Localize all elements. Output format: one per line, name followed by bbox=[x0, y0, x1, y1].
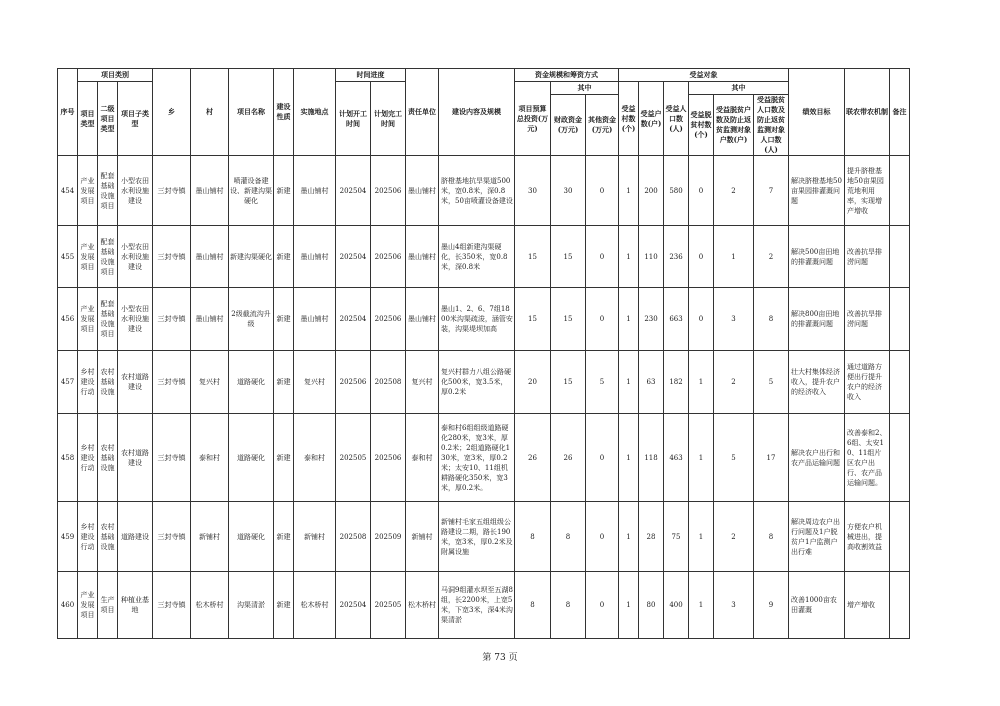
cell-people: 236 bbox=[664, 226, 689, 288]
cell-content: 马洞9组灌水坝至五湖8组，长2200米，上宽5米，下宽3米，深4米沟渠清淤 bbox=[439, 572, 515, 639]
header-ben-poor-households: 受益脱贫户数及防止返贫监测对象户数(户) bbox=[714, 95, 754, 156]
cell-location: 泰和村 bbox=[294, 414, 336, 502]
cell-total: 8 bbox=[515, 572, 551, 639]
cell-other: 0 bbox=[586, 502, 619, 572]
table-row bbox=[58, 226, 910, 288]
cell-goal: 解决农户出行和农产品运输问题 bbox=[789, 414, 845, 502]
cell-nature: 新建 bbox=[274, 502, 294, 572]
cell-poor-households: 3 bbox=[714, 572, 754, 639]
cell-other: 0 bbox=[586, 414, 619, 502]
cell-type2: 农村基础设施 bbox=[98, 502, 118, 572]
cell-mechanism: 改善泰和2、6组、太安10、11组片区农户出行、农产品运输问题。 bbox=[845, 414, 890, 502]
cell-unit: 墨山铺村 bbox=[406, 288, 439, 351]
cell-seq: 458 bbox=[58, 414, 78, 502]
cell-start: 202504 bbox=[336, 226, 371, 288]
cell-goal: 解决500亩田地的排灌溉问题 bbox=[789, 226, 845, 288]
cell-villages: 1 bbox=[619, 502, 639, 572]
header-ben-poor-people: 受益脱贫人口数及防止返贫监测对象人口数(人) bbox=[754, 95, 789, 156]
cell-township: 三封寺镇 bbox=[153, 226, 191, 288]
cell-location: 松木桥村 bbox=[294, 572, 336, 639]
cell-mechanism: 提升脐橙基地50亩果园荒地利用率，实现增产增收 bbox=[845, 156, 890, 226]
cell-township: 三封寺镇 bbox=[153, 414, 191, 502]
cell-poor-people: 5 bbox=[754, 351, 789, 414]
cell-fiscal: 8 bbox=[551, 502, 586, 572]
cell-unit: 复兴村 bbox=[406, 351, 439, 414]
header-ben-villages: 受益村数(个) bbox=[619, 82, 639, 156]
cell-nature: 新建 bbox=[274, 351, 294, 414]
cell-poor-villages: 0 bbox=[689, 288, 714, 351]
cell-people: 75 bbox=[664, 502, 689, 572]
cell-start: 202504 bbox=[336, 288, 371, 351]
header-mechanism: 联农带农机制 bbox=[845, 69, 890, 156]
cell-villages: 1 bbox=[619, 414, 639, 502]
cell-people: 663 bbox=[664, 288, 689, 351]
cell-total: 26 bbox=[515, 414, 551, 502]
cell-poor-households: 2 bbox=[714, 156, 754, 226]
cell-content: 复兴村群力八组公路硬化500米，宽3.5米，厚0.2米 bbox=[439, 351, 515, 414]
cell-goal: 解决脐橙基地50亩果园排灌溉问题 bbox=[789, 156, 845, 226]
cell-poor-villages: 1 bbox=[689, 414, 714, 502]
cell-mechanism: 通过道路方便出行提升农户的经济收入 bbox=[845, 351, 890, 414]
cell-type: 乡村建设行动 bbox=[78, 502, 98, 572]
cell-type2: 生产项目 bbox=[98, 572, 118, 639]
cell-nature: 新建 bbox=[274, 226, 294, 288]
cell-type: 产业发展项目 bbox=[78, 226, 98, 288]
table-body bbox=[58, 156, 910, 639]
table-row bbox=[58, 414, 910, 502]
cell-villages: 1 bbox=[619, 351, 639, 414]
cell-unit: 墨山铺村 bbox=[406, 226, 439, 288]
cell-subtype: 种植业基地 bbox=[118, 572, 153, 639]
cell-end: 202506 bbox=[371, 156, 406, 226]
header-end: 计划完工时间 bbox=[371, 82, 406, 156]
table-row bbox=[58, 351, 910, 414]
cell-nature: 新建 bbox=[274, 288, 294, 351]
header-fiscal: 财政资金(万元) bbox=[551, 95, 586, 156]
cell-seq: 457 bbox=[58, 351, 78, 414]
cell-poor-households: 2 bbox=[714, 351, 754, 414]
cell-fiscal: 30 bbox=[551, 156, 586, 226]
cell-households: 63 bbox=[639, 351, 664, 414]
cell-goal: 解决800亩田地的排灌溉问题 bbox=[789, 288, 845, 351]
cell-start: 202504 bbox=[336, 572, 371, 639]
cell-remark bbox=[890, 502, 910, 572]
cell-location: 墨山铺村 bbox=[294, 288, 336, 351]
cell-township: 三封寺镇 bbox=[153, 156, 191, 226]
cell-location: 复兴村 bbox=[294, 351, 336, 414]
cell-nature: 新建 bbox=[274, 156, 294, 226]
header-sub-type: 项目子类型 bbox=[118, 82, 153, 156]
cell-end: 202509 bbox=[371, 502, 406, 572]
header-schedule: 时间进度 bbox=[336, 69, 406, 82]
cell-households: 110 bbox=[639, 226, 664, 288]
cell-end: 202505 bbox=[371, 572, 406, 639]
cell-nature: 新建 bbox=[274, 572, 294, 639]
cell-content: 新铺村毛家五组组级公路建设二期，路长190米，宽3米，厚0.2米及附属设施 bbox=[439, 502, 515, 572]
cell-content: 泰和村6组组级道路硬化280米，宽3米，厚0.2米；2组道路硬化130米，宽3米，厚0.2米；太安10、11组机耕路硬化350米，宽3米，厚0.2米。 bbox=[439, 414, 515, 502]
cell-village: 泰和村 bbox=[191, 414, 229, 502]
header-start: 计划开工时间 bbox=[336, 82, 371, 156]
cell-remark bbox=[890, 414, 910, 502]
cell-location: 新铺村 bbox=[294, 502, 336, 572]
cell-content: 墨山4组新建沟渠硬化，长350米，宽0.8米，深0.8米 bbox=[439, 226, 515, 288]
header-seq: 序号 bbox=[58, 69, 78, 156]
cell-unit: 新铺村 bbox=[406, 502, 439, 572]
cell-mechanism: 改善抗旱排涝问题 bbox=[845, 288, 890, 351]
cell-subtype: 小型农田水利设施建设 bbox=[118, 156, 153, 226]
cell-fiscal: 8 bbox=[551, 572, 586, 639]
cell-type2: 农村基础设施 bbox=[98, 414, 118, 502]
cell-end: 202506 bbox=[371, 288, 406, 351]
cell-goal: 解决周边农户出行问题及1户脱贫户1户监测户出行难 bbox=[789, 502, 845, 572]
cell-households: 118 bbox=[639, 414, 664, 502]
cell-poor-households: 5 bbox=[714, 414, 754, 502]
cell-village: 墨山铺村 bbox=[191, 156, 229, 226]
cell-subtype: 小型农田水利设施建设 bbox=[118, 288, 153, 351]
header-unit: 责任单位 bbox=[406, 69, 439, 156]
cell-village: 松木桥村 bbox=[191, 572, 229, 639]
cell-poor-villages: 1 bbox=[689, 572, 714, 639]
cell-nature: 新建 bbox=[274, 414, 294, 502]
cell-fiscal: 15 bbox=[551, 288, 586, 351]
cell-name: 道路硬化 bbox=[229, 414, 274, 502]
cell-village: 复兴村 bbox=[191, 351, 229, 414]
header-location: 实施地点 bbox=[294, 69, 336, 156]
cell-content: 脐橙基地抗旱渠道500米，宽0.8米，深0.8米，50亩喷灌设备建设 bbox=[439, 156, 515, 226]
cell-total: 15 bbox=[515, 288, 551, 351]
table-row bbox=[58, 502, 910, 572]
header-other: 其他资金(万元) bbox=[586, 95, 619, 156]
header-nature: 建设性质 bbox=[274, 69, 294, 156]
table-row bbox=[58, 156, 910, 226]
cell-other: 0 bbox=[586, 288, 619, 351]
header-ben-households: 受益户数(户) bbox=[639, 82, 664, 156]
cell-poor-people: 7 bbox=[754, 156, 789, 226]
cell-poor-people: 17 bbox=[754, 414, 789, 502]
cell-remark bbox=[890, 156, 910, 226]
cell-people: 400 bbox=[664, 572, 689, 639]
cell-subtype: 农村道路建设 bbox=[118, 414, 153, 502]
cell-type2: 农村基础设施 bbox=[98, 351, 118, 414]
header-village: 村 bbox=[191, 69, 229, 156]
cell-poor-villages: 1 bbox=[689, 351, 714, 414]
cell-mechanism: 改善抗旱排涝问题 bbox=[845, 226, 890, 288]
cell-other: 0 bbox=[586, 226, 619, 288]
cell-township: 三封寺镇 bbox=[153, 288, 191, 351]
cell-township: 三封寺镇 bbox=[153, 572, 191, 639]
cell-seq: 460 bbox=[58, 572, 78, 639]
cell-poor-households: 1 bbox=[714, 226, 754, 288]
cell-seq: 454 bbox=[58, 156, 78, 226]
cell-remark bbox=[890, 351, 910, 414]
cell-start: 202506 bbox=[336, 351, 371, 414]
cell-village: 墨山铺村 bbox=[191, 226, 229, 288]
header-remark: 备注 bbox=[890, 69, 910, 156]
cell-poor-people: 9 bbox=[754, 572, 789, 639]
cell-location: 墨山铺村 bbox=[294, 156, 336, 226]
cell-poor-households: 3 bbox=[714, 288, 754, 351]
cell-villages: 1 bbox=[619, 572, 639, 639]
cell-poor-villages: 1 bbox=[689, 502, 714, 572]
cell-type: 产业发展项目 bbox=[78, 572, 98, 639]
cell-type: 乡村建设行动 bbox=[78, 414, 98, 502]
cell-name: 喷灌设备建设、新建沟渠硬化 bbox=[229, 156, 274, 226]
header-beneficiary: 受益对象 bbox=[619, 69, 789, 82]
cell-unit: 泰和村 bbox=[406, 414, 439, 502]
cell-location: 墨山铺村 bbox=[294, 226, 336, 288]
table-row bbox=[58, 288, 910, 351]
cell-start: 202505 bbox=[336, 414, 371, 502]
header-total: 项目预算总投资(万元) bbox=[515, 82, 551, 156]
cell-poor-people: 8 bbox=[754, 288, 789, 351]
cell-type2: 配套基础设施项目 bbox=[98, 156, 118, 226]
header-content: 建设内容及规模 bbox=[439, 69, 515, 156]
cell-villages: 1 bbox=[619, 288, 639, 351]
cell-subtype: 农村道路建设 bbox=[118, 351, 153, 414]
cell-type: 产业发展项目 bbox=[78, 156, 98, 226]
cell-unit: 松木桥村 bbox=[406, 572, 439, 639]
cell-total: 15 bbox=[515, 226, 551, 288]
cell-unit: 墨山铺村 bbox=[406, 156, 439, 226]
project-table bbox=[57, 68, 910, 639]
cell-name: 道路硬化 bbox=[229, 351, 274, 414]
cell-fiscal: 15 bbox=[551, 226, 586, 288]
cell-poor-villages: 0 bbox=[689, 226, 714, 288]
cell-type2: 配套基础设施项目 bbox=[98, 226, 118, 288]
cell-village: 墨山铺村 bbox=[191, 288, 229, 351]
header-project-type: 项目类型 bbox=[78, 82, 98, 156]
cell-type2: 配套基础设施项目 bbox=[98, 288, 118, 351]
cell-content: 墨山1、2、6、7组1800米沟渠疏浚，涵管安装，沟渠堤坝加高 bbox=[439, 288, 515, 351]
cell-poor-people: 8 bbox=[754, 502, 789, 572]
cell-end: 202508 bbox=[371, 351, 406, 414]
header-funding: 资金规模和筹资方式 bbox=[515, 69, 619, 82]
cell-fiscal: 26 bbox=[551, 414, 586, 502]
page-number: 第 73 页 bbox=[482, 653, 518, 663]
cell-end: 202506 bbox=[371, 226, 406, 288]
cell-type: 产业发展项目 bbox=[78, 288, 98, 351]
cell-other: 0 bbox=[586, 572, 619, 639]
cell-name: 2级截流沟升级 bbox=[229, 288, 274, 351]
cell-seq: 459 bbox=[58, 502, 78, 572]
cell-mechanism: 方便农户机械进出，提高收割效益 bbox=[845, 502, 890, 572]
cell-fiscal: 15 bbox=[551, 351, 586, 414]
cell-name: 道路硬化 bbox=[229, 502, 274, 572]
cell-households: 230 bbox=[639, 288, 664, 351]
header-ben-of-which: 其中 bbox=[689, 82, 789, 95]
cell-village: 新铺村 bbox=[191, 502, 229, 572]
cell-remark bbox=[890, 288, 910, 351]
cell-villages: 1 bbox=[619, 156, 639, 226]
cell-goal: 壮大村集体经济收入，提升农户的经济收入 bbox=[789, 351, 845, 414]
header-ben-poor-villages: 受益脱贫村数(个) bbox=[689, 95, 714, 156]
cell-seq: 455 bbox=[58, 226, 78, 288]
cell-other: 5 bbox=[586, 351, 619, 414]
cell-subtype: 小型农田水利设施建设 bbox=[118, 226, 153, 288]
header-project-name: 项目名称 bbox=[229, 69, 274, 156]
cell-end: 202506 bbox=[371, 414, 406, 502]
header-secondary-type: 二级项目类型 bbox=[98, 82, 118, 156]
cell-start: 202504 bbox=[336, 156, 371, 226]
cell-poor-people: 2 bbox=[754, 226, 789, 288]
cell-name: 沟渠清淤 bbox=[229, 572, 274, 639]
cell-township: 三封寺镇 bbox=[153, 351, 191, 414]
cell-total: 30 bbox=[515, 156, 551, 226]
cell-poor-households: 2 bbox=[714, 502, 754, 572]
cell-poor-villages: 0 bbox=[689, 156, 714, 226]
cell-households: 28 bbox=[639, 502, 664, 572]
cell-name: 新建沟渠硬化 bbox=[229, 226, 274, 288]
cell-households: 80 bbox=[639, 572, 664, 639]
cell-subtype: 道路建设 bbox=[118, 502, 153, 572]
cell-remark bbox=[890, 572, 910, 639]
cell-other: 0 bbox=[586, 156, 619, 226]
cell-remark bbox=[890, 226, 910, 288]
cell-people: 463 bbox=[664, 414, 689, 502]
header-ben-people: 受益人口数(人) bbox=[664, 82, 689, 156]
cell-villages: 1 bbox=[619, 226, 639, 288]
cell-mechanism: 增产增收 bbox=[845, 572, 890, 639]
header-project-category: 项目类别 bbox=[78, 69, 153, 82]
cell-people: 580 bbox=[664, 156, 689, 226]
header-goal: 绩效目标 bbox=[789, 69, 845, 156]
cell-start: 202508 bbox=[336, 502, 371, 572]
table-row bbox=[58, 572, 910, 639]
header-township: 乡 bbox=[153, 69, 191, 156]
cell-total: 8 bbox=[515, 502, 551, 572]
cell-seq: 456 bbox=[58, 288, 78, 351]
cell-goal: 改善1000亩农田灌溉 bbox=[789, 572, 845, 639]
cell-households: 200 bbox=[639, 156, 664, 226]
cell-township: 三封寺镇 bbox=[153, 502, 191, 572]
cell-type: 乡村建设行动 bbox=[78, 351, 98, 414]
cell-total: 20 bbox=[515, 351, 551, 414]
header-of-which: 其中 bbox=[551, 82, 619, 95]
cell-people: 182 bbox=[664, 351, 689, 414]
